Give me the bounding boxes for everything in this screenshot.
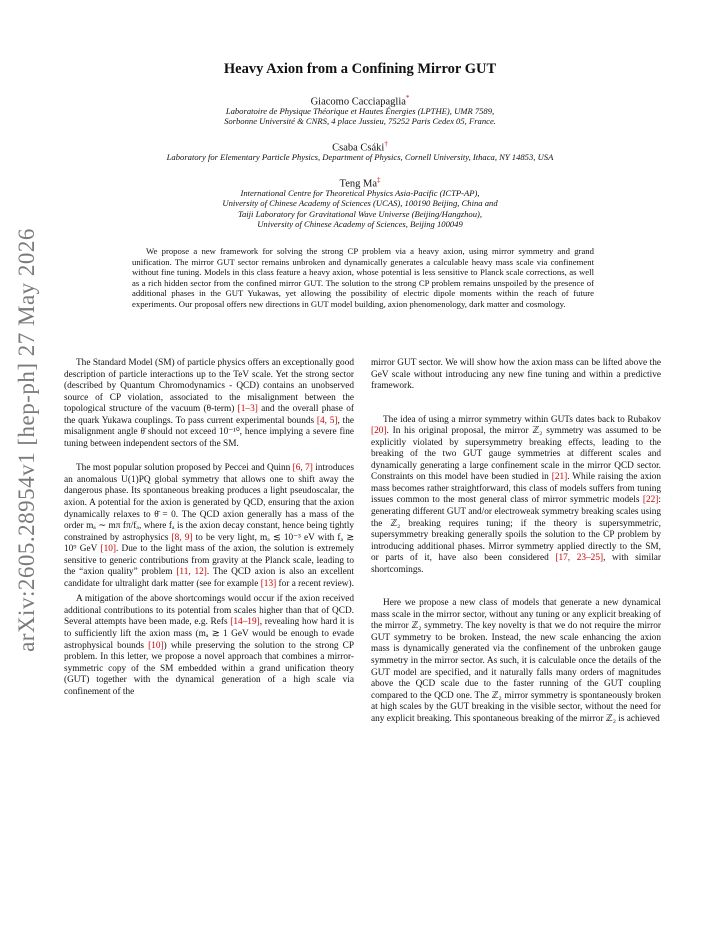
author-footnote-mark[interactable]: † bbox=[384, 140, 388, 148]
affiliation-line: Laboratory for Elementary Particle Physics, Department of Physics, Cornell University, Ithaca, NY 14853, USA bbox=[166, 152, 554, 162]
citation-link[interactable]: [21] bbox=[551, 472, 568, 483]
citation-link[interactable]: [11, 12] bbox=[176, 567, 207, 578]
left-column bbox=[64, 358, 354, 698]
citation-link[interactable]: [17, 23–25] bbox=[555, 553, 604, 564]
citation-link[interactable]: [14–19] bbox=[230, 617, 260, 628]
paragraph: The idea of using a mirror symmetry within GUTs dates back to Rubakov [20]. In his original proposal, the mirror ℤ₂ symmetry was assumed to be explicitly violated by supersymmetry breaking effects, leading to the breaking of the two GUT gauge symmetries at different scales and dynamically generating a large confinement scale in the mirror QCD sector. Constraints on this model have been studied in [21]. While raising the axion mass becomes rather straightforward, this class of models suffers from tuning issues common to the most general class of mirror symmetric models [22]: generating different GUT and/or electroweak symmetry breaking scales using the ℤ₂ breaking requires tuning; if the theory is supersymmetric, supersymmetry breaking generally spoils the solution to the CP problem by introducing additional phases. Mirror symmetry applied directly to the SM, or parts of it, have also been considered [17, 23–25], with similar shortcomings. bbox=[371, 414, 662, 575]
paragraph: mirror GUT sector. We will show how the axion mass can be lifted above the GeV scale without introducing any new fine tuning and within a predictive framework. bbox=[371, 358, 661, 392]
citation-link[interactable]: [1–3] bbox=[237, 404, 258, 415]
citation-link[interactable]: [22] bbox=[642, 495, 659, 506]
author-name: Teng Ma bbox=[339, 178, 377, 190]
citation-link[interactable]: [10] bbox=[100, 544, 116, 555]
affiliation-line: International Centre for Theoretical Physics Asia-Pacific (ICTP-AP), bbox=[240, 188, 480, 198]
citation-link[interactable]: [4, 5] bbox=[316, 415, 338, 426]
paragraph: The Standard Model (SM) of particle physics offers an exceptionally good description of particle interactions up to the TeV scale. Yet the strong sector (described by Quantum Chromodynamics - QCD) contains an unobserved source of CP violation, associated to the misalignment between the topological structure of the vacuum (θ-term) [1–3] and the overall phase of the quark Yukawa couplings. To pass current experimental bounds [4, 5], the misalignment angle θ̄ should not exceed 10⁻¹⁰, hence implying a severe fine tuning between independent sectors of the SM. bbox=[64, 358, 354, 449]
affiliation-1 bbox=[0, 106, 720, 127]
affiliation-line: University of Chinese Academy of Sciences, Beijing 100049 bbox=[257, 219, 463, 230]
author-name: Giacomo Cacciapaglia bbox=[310, 96, 406, 108]
citation-link[interactable]: [20] bbox=[371, 426, 387, 437]
paragraph: Here we propose a new class of models that generate a new dynamical mass scale in the mirror sector, without any tuning or any explicit breaking of the mirror ℤ₂ symmetry. The key novelty is that we do not require the mirror GUT symmetry to be broken. Instead, the new scale enhancing the axion mass is dynamically generated via the confinement of the unbroken gauge symmetry in the mirror sector. As such, it is calculable once the details of the GUT model are specified, and it naturally falls many orders of magnitudes above the QCD scale due to the faster running of the GUT coupling compared to the QCD one. The ℤ₂ mirror symmetry is spontaneously broken at high scales by the GUT breaking in the visible sector, without the need for any explicit breaking. This spontaneous breaking of the mirror ℤ₂ is achieved bbox=[371, 598, 661, 724]
affiliation-line: Sorbonne Université & CNRS, 4 place Jussieu, 75252 Paris Cedex 05, France. bbox=[224, 116, 496, 127]
affiliation-line: Taiji Laboratory for Gravitational Wave Universe (Beijing/Hangzhou), bbox=[237, 208, 483, 219]
affiliation-3 bbox=[0, 188, 720, 230]
author-footnote-mark[interactable]: ‡ bbox=[376, 176, 381, 184]
author-footnote-mark[interactable]: * bbox=[405, 94, 410, 102]
paragraph: The most popular solution proposed by Peccei and Quinn [6, 7] introduces an anomalous U(1)PQ global symmetry that allows one to shift away the dangerous phase. Its spontaneous breaking produces a light pseudoscalar, the axion. A potential for the axion is generated by QCD, ensuring that the axion dynamically relaxes to θ̄ = 0. The QCD axion generally has a mass of the order mₐ ∼ mπ fπ/fₐ, where fₐ is the axion decay constant, hence being tightly constrained by astrophysics [8, 9] to be very light, mₐ ≲ 10⁻³ eV with fₐ ≳ 10⁹ GeV [10]. Due to the light mass of the axion, the solution is extremely sensitive to generic contributions from gravity at the Planck scale, leading to the “axion quality” problem [11, 12]. The QCD axion is also an excellent candidate for ultralight dark matter (see for example [13] for a recent review). bbox=[64, 463, 355, 589]
right-column bbox=[371, 358, 661, 725]
affiliation-line: University of Chinese Academy of Sciences (UCAS), 100190 Beijing, China and bbox=[222, 198, 498, 209]
citation-link[interactable]: [6, 7] bbox=[292, 463, 313, 474]
citation-link[interactable]: [13] bbox=[260, 578, 277, 589]
affiliation-2 bbox=[0, 152, 720, 162]
affiliation-line: Laboratoire de Physique Théorique et Hautes Énergies (LPTHE), UMR 7589, bbox=[225, 106, 495, 116]
arxiv-sidebar-stamp bbox=[4, 230, 50, 650]
citation-link[interactable]: [8, 9] bbox=[171, 532, 193, 543]
arxiv-identifier: arXiv:2605.28954v1 [hep-ph] 27 May 2026 bbox=[14, 228, 39, 652]
abstract: We propose a new framework for solving the strong CP problem via a heavy axion, using mirror symmetry and grand unification. The mirror GUT sector remains unbroken and dynamically generates a calculable heavy mass scale via confinement without fine tuning. Models in this class feature a heavy axion, whose potential is less sensitive to Planck scale corrections, as well as a rich hidden sector from the confined mirror GUT. The solution to the strong CP problem remains unspoiled by the presence of additional phases in the GUT Yukawas, yet allowing the possibility of electric dipole moments within the reach of future experiments. Our proposal offers new directions in GUT model building, axion phenomenology, dark matter and cosmology. bbox=[132, 246, 594, 309]
paragraph: A mitigation of the above shortcomings would occur if the axion received additional contributions to its potential from scales higher than that of QCD. Several attempts have been made, e.g. Refs [14–19], revealing how hard it is to sufficiently lift the axion mass (mₐ ≳ 1 GeV would be enough to evade astrophysical bounds [10]) while preserving the solution to the strong CP problem. In this letter, we propose a novel approach that combines a mirror-symmetric copy of the SM embedded within a grand unification theory (GUT) together with the dynamical generation of a high scale via confinement of the bbox=[64, 594, 355, 697]
paper-title: Heavy Axion from a Confining Mirror GUT bbox=[223, 61, 497, 77]
author-name: Csaba Csáki bbox=[332, 142, 385, 154]
citation-link[interactable]: [10] bbox=[148, 640, 164, 651]
